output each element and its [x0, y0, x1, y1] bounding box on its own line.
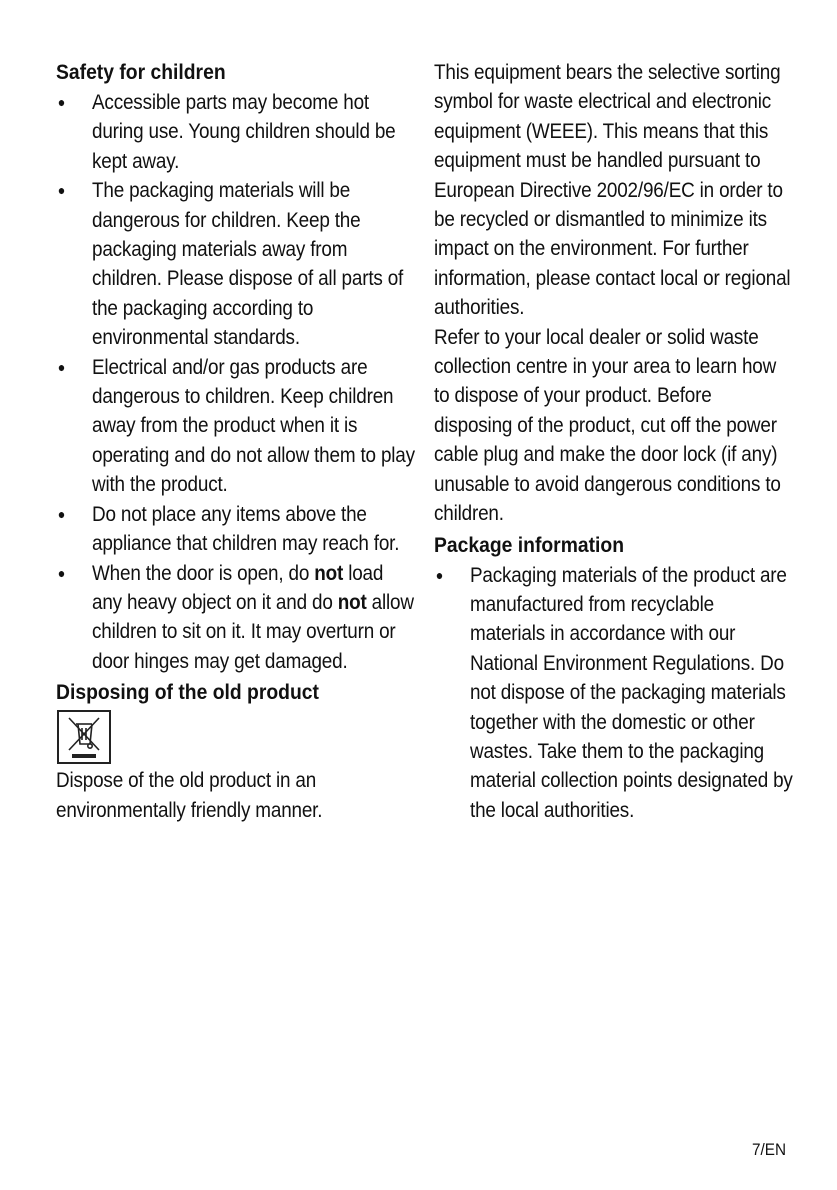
left-column: [56, 58, 416, 825]
package-list: [434, 561, 794, 826]
page-number: 7/EN: [752, 1140, 787, 1159]
disposing-heading: Disposing of the old product: [56, 681, 319, 705]
door-text-part1: When the door is open, do: [92, 561, 315, 585]
dealer-paragraph: Refer to your local dealer or solid waste collection centre in your area to learn how to dispose of your product. Before disposing of the product, cut off the power cable plug and make the door lock (if any) unusable to avoid dangerous conditions to children.: [434, 325, 781, 526]
list-item: ● Electrical and/or gas products are dangerous to children. Keep children away from the product when it is operating and do not allow them to play with the product.: [56, 353, 416, 500]
emphasis-not: not: [337, 590, 367, 614]
door-text-part2: load any heavy object on it and do: [92, 561, 384, 614]
safety-heading: Safety for children: [56, 61, 226, 84]
list-item: ● Do not place any items above the appliance that children may reach for.: [56, 500, 416, 559]
disposing-text: Dispose of the old product in an environmentally friendly manner.: [56, 769, 323, 822]
list-item-door: [56, 559, 416, 677]
door-text-part3: allow children to sit on it. It may overturn or door hinges may get damaged.: [92, 590, 414, 673]
right-column: [434, 58, 794, 825]
weee-paragraph: This equipment bears the selective sorting symbol for waste electrical and electronic equipment (WEEE). This means that this equipment must be handled pursuant to European Directive 2002/96/EC in order to be recycled or dismantled to minimize its impact on the environment. For further information, please contact local or regional authorities.: [434, 61, 791, 320]
safety-list: [56, 88, 416, 676]
list-item: ● The packaging materials will be dangerous for children. Keep the packaging materials away from children. Please dispose of all parts of the packaging according to environmental standards.: [56, 176, 416, 352]
crossed-out-wheelie-bin-icon: [57, 710, 111, 764]
emphasis-not: not: [314, 561, 344, 585]
package-heading: Package information: [434, 533, 625, 557]
list-item: ● Accessible parts may become hot during use. Young children should be kept away.: [56, 88, 416, 176]
list-item: ● Packaging materials of the product are manufactured from recyclable materials in accordance with our National Environment Regulations. Do not dispose of the packaging materials together with the domestic or other wastes. Take them to the packaging material collection points designated by the local authorities.: [434, 561, 794, 826]
